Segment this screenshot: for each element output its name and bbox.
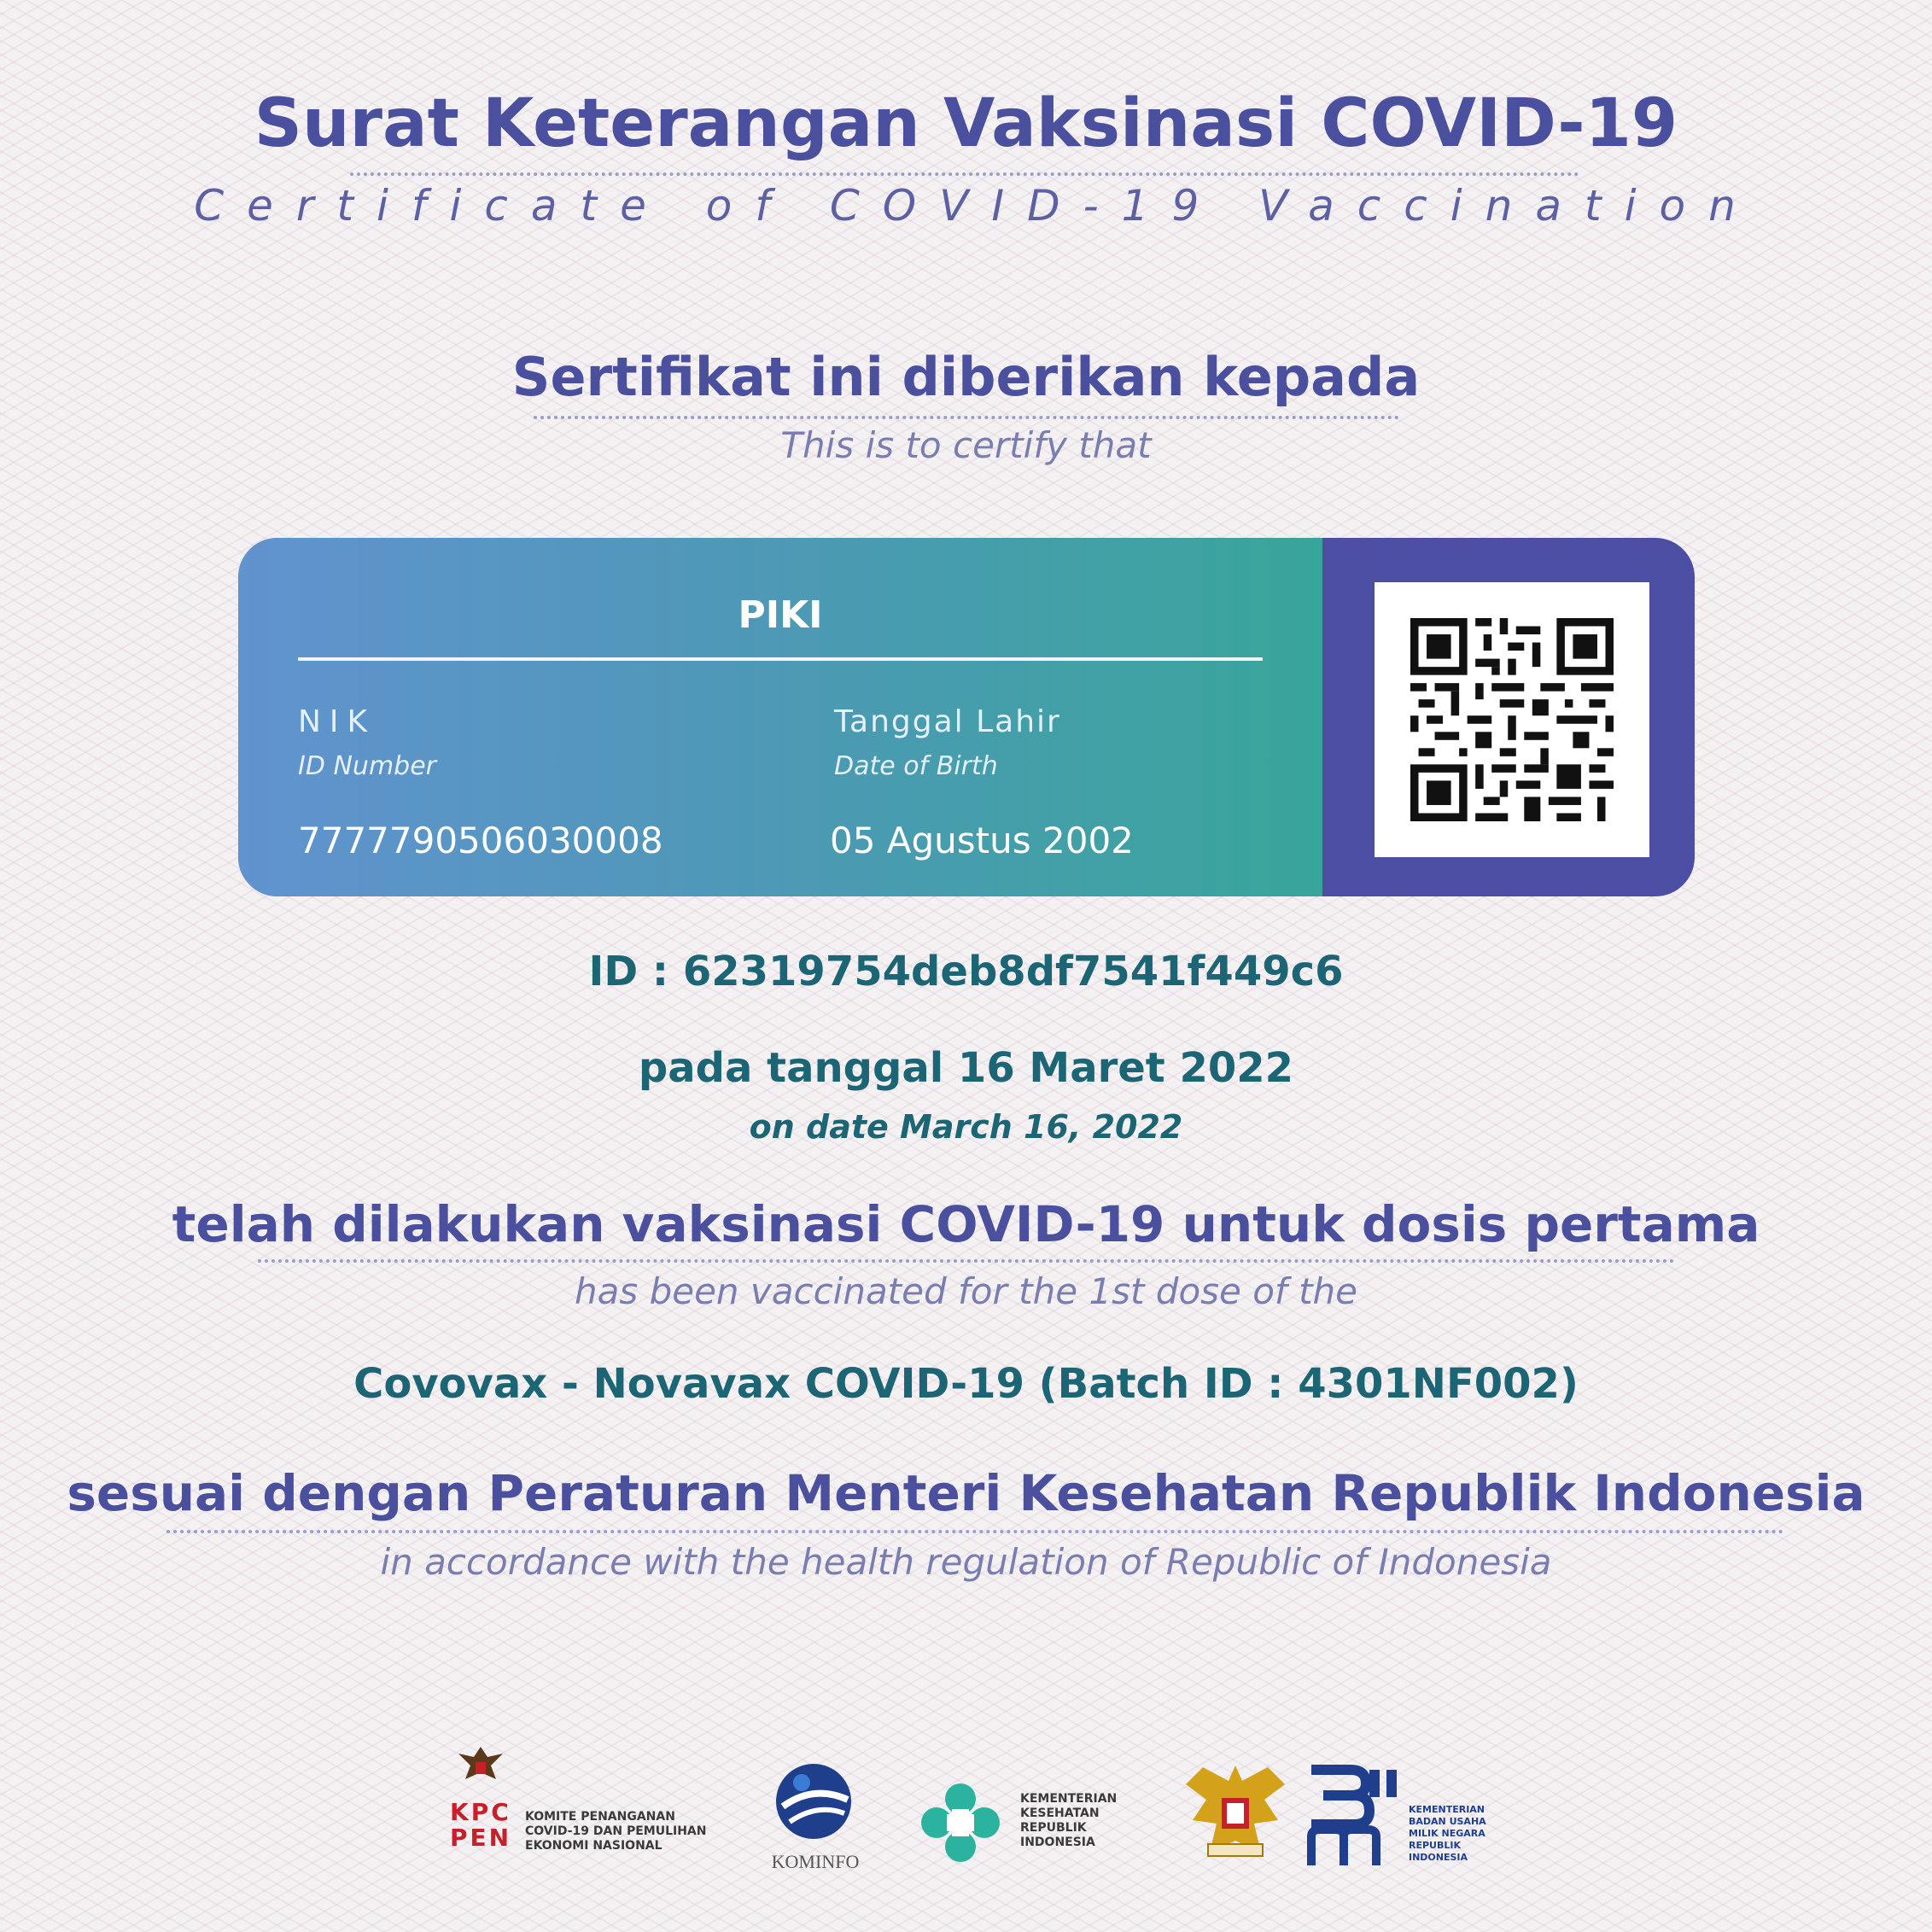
kemenkes-icon [918,1780,1003,1865]
kemenkes-logo [918,1780,1131,1865]
kominfo-logo [756,1759,875,1878]
kpcpen-text: KOMITE PENANGANAN COVID-19 DAN PEMULIHAN EKONOMI NASIONAL [525,1810,707,1853]
holder-name: PIKI [738,593,823,637]
nik-value: 7777790506030008 [298,820,663,861]
vaccination-date-id: pada tanggal 16 Maret 2022 [638,1044,1294,1092]
dob-label: Tanggal Lahir [834,704,1061,739]
certificate-id: ID : 62319754deb8df7541f449c6 [588,948,1344,995]
certify-divider [534,416,1399,419]
certificate-subtitle: Certificate of COVID-19 Vaccination [194,181,1759,231]
vaccination-divider [258,1259,1675,1263]
garuda-small-icon [455,1742,506,1793]
identity-card [238,538,1695,896]
vaccination-date-en: on date March 16, 2022 [749,1108,1183,1146]
title-divider [350,172,1579,176]
vaccine-name: Covovax - Novavax COVID-19 (Batch ID : 4301NF002) [353,1360,1579,1408]
identity-panel [238,538,1322,896]
name-divider [298,657,1263,661]
nik-sublabel: ID Number [298,751,436,781]
kominfo-globe-icon [771,1759,856,1844]
vaccination-subheading: has been vaccinated for the 1st dose of the [574,1270,1357,1312]
kpcpen-abbr-bottom: PEN [450,1824,512,1852]
regulation-divider [166,1530,1784,1533]
kemenkes-text: KEMENTERIAN KESEHATAN REPUBLIK INDONESIA [1020,1792,1118,1849]
vaccination-heading: telah dilakukan vaksinasi COVID-19 untuk dosis pertama [172,1195,1760,1253]
kpcpen-logo [448,1742,721,1870]
garuda-pancasila-icon [1182,1759,1289,1870]
certificate-title: Surat Keterangan Vaksinasi COVID-19 [254,85,1678,162]
bumn-icon [1306,1763,1400,1869]
dob-value: 05 Agustus 2002 [830,820,1134,861]
bumn-logo [1306,1763,1503,1874]
regulation-heading: sesuai dengan Peraturan Menteri Kesehatan Republik Indonesia [67,1464,1865,1522]
dob-sublabel: Date of Birth [834,751,998,781]
certify-subheading: This is to certify that [780,424,1152,466]
nik-label: NIK [298,704,376,739]
garuda-logo [1182,1759,1289,1870]
regulation-subheading: in accordance with the health regulation of Republic of Indonesia [380,1541,1552,1583]
bumn-text: KEMENTERIAN BADAN USAHA MILIK NEGARA REPUBLIK INDONESIA [1409,1804,1486,1863]
kpcpen-abbr-top: KPC [450,1798,511,1826]
certify-heading: Sertifikat ini diberikan kepada [511,346,1421,408]
qr-code-icon[interactable] [1375,582,1649,857]
kominfo-text: KOMINFO [771,1851,860,1872]
